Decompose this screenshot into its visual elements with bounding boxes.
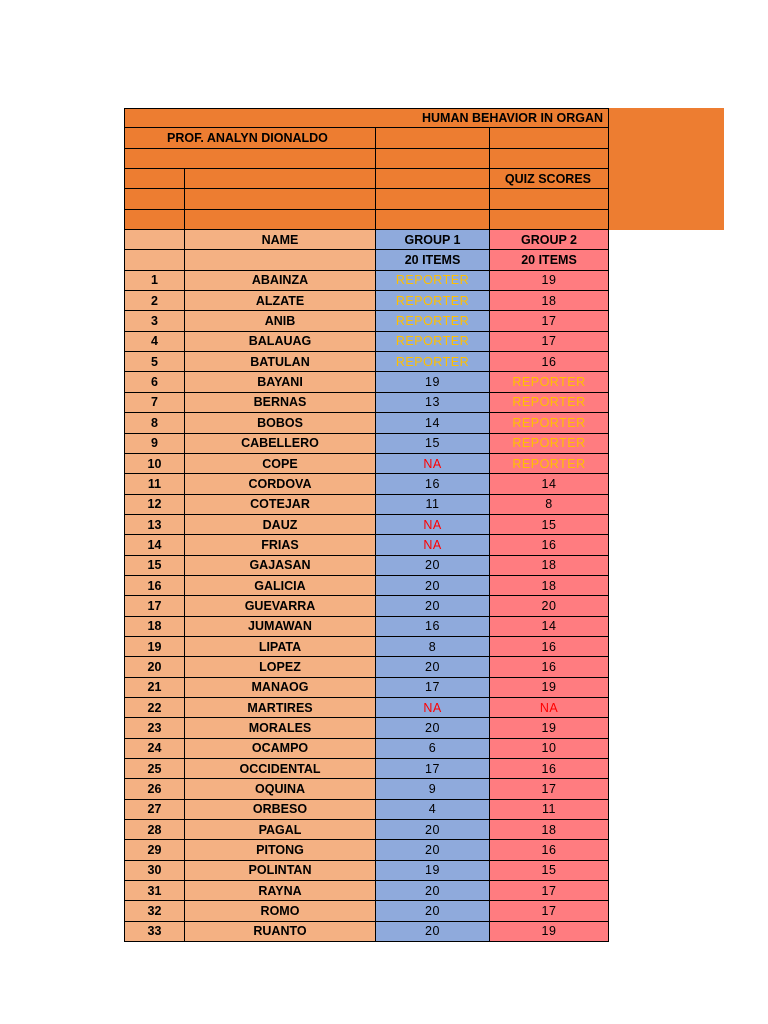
student-name: PITONG [185,840,376,860]
group1-score: NA [376,535,490,555]
group1-items: 20 ITEMS [376,250,490,270]
student-name: PAGAL [185,820,376,840]
table-row [124,352,609,372]
group1-score: 14 [376,413,490,433]
group2-score: 8 [490,495,609,515]
professor-row [124,128,609,148]
group2-items: 20 ITEMS [490,250,609,270]
group1-score: 17 [376,759,490,779]
student-number: 16 [124,576,185,596]
group2-score: REPORTER [490,413,609,433]
group1-score: 20 [376,596,490,616]
title-cell [124,108,609,128]
group2-score: 17 [490,901,609,921]
student-name: GALICIA [185,576,376,596]
student-number: 25 [124,759,185,779]
group1-score: 6 [376,739,490,759]
empty-cell [124,210,185,230]
student-name: CORDOVA [185,474,376,494]
student-name: ABAINZA [185,271,376,291]
empty-cell [490,189,609,209]
empty-cell [376,149,490,169]
group2-score: 19 [490,271,609,291]
group1-score: 9 [376,779,490,799]
group2-score: 17 [490,779,609,799]
group1-score: NA [376,454,490,474]
student-number: 19 [124,637,185,657]
student-name: ROMO [185,901,376,921]
blank-row [124,189,609,209]
empty-cell [124,250,185,270]
group1-score: 20 [376,556,490,576]
blank-row [124,149,609,169]
student-name: JUMAWAN [185,617,376,637]
table-row [124,515,609,535]
group1-score: 16 [376,474,490,494]
student-number: 24 [124,739,185,759]
table-row [124,840,609,860]
quiz-score-sheet [124,108,609,942]
group2-score: 16 [490,759,609,779]
table-row [124,759,609,779]
student-number: 15 [124,556,185,576]
group1-score: NA [376,698,490,718]
table-row [124,881,609,901]
student-number: 23 [124,718,185,738]
student-name: OQUINA [185,779,376,799]
table-row [124,861,609,881]
student-name: CABELLERO [185,434,376,454]
table-row [124,718,609,738]
table-row [124,657,609,677]
group1-score: 4 [376,800,490,820]
student-name: ANIB [185,311,376,331]
table-row [124,332,609,352]
empty-cell [376,128,490,148]
student-number: 5 [124,352,185,372]
group1-score: 8 [376,637,490,657]
student-number: 11 [124,474,185,494]
table-row [124,820,609,840]
student-number: 6 [124,372,185,392]
group2-score: 17 [490,332,609,352]
header-fill-overflow [608,108,724,230]
table-row [124,922,609,942]
group2-score: 11 [490,800,609,820]
student-name: LOPEZ [185,657,376,677]
table-row [124,698,609,718]
quiz-label-row [124,169,609,189]
group2-score: 16 [490,535,609,555]
student-rows [124,271,609,942]
group2-score: REPORTER [490,434,609,454]
group1-score: 20 [376,657,490,677]
table-row [124,434,609,454]
group1-score: 11 [376,495,490,515]
student-number: 27 [124,800,185,820]
group2-score: 20 [490,596,609,616]
group1-score: 20 [376,576,490,596]
table-row [124,678,609,698]
student-name: BOBOS [185,413,376,433]
group1-score: 20 [376,922,490,942]
group1-score: REPORTER [376,332,490,352]
table-row [124,779,609,799]
student-name: BERNAS [185,393,376,413]
table-row [124,474,609,494]
student-number: 17 [124,596,185,616]
student-name: OCAMPO [185,739,376,759]
table-row [124,535,609,555]
student-number: 31 [124,881,185,901]
group2-score: 15 [490,515,609,535]
student-number: 10 [124,454,185,474]
table-row [124,576,609,596]
quiz-scores-label: QUIZ SCORES [490,169,609,189]
empty-cell [124,230,185,250]
group2-score: 18 [490,291,609,311]
student-name: BATULAN [185,352,376,372]
group2-score: 19 [490,678,609,698]
blank-row [124,210,609,230]
group1-score: 15 [376,434,490,454]
student-name: MARTIRES [185,698,376,718]
group1-score: 13 [376,393,490,413]
empty-cell [376,189,490,209]
student-number: 18 [124,617,185,637]
student-number: 8 [124,413,185,433]
group2-score: NA [490,698,609,718]
table-row [124,617,609,637]
group1-score: 20 [376,901,490,921]
table-row [124,454,609,474]
empty-cell [376,210,490,230]
group1-score: REPORTER [376,271,490,291]
table-row [124,271,609,291]
group1-score: REPORTER [376,311,490,331]
student-name: MORALES [185,718,376,738]
student-number: 1 [124,271,185,291]
group2-score: 18 [490,820,609,840]
group1-score: 16 [376,617,490,637]
student-name: COPE [185,454,376,474]
group2-score: 17 [490,881,609,901]
student-name: RUANTO [185,922,376,942]
table-row [124,637,609,657]
student-number: 29 [124,840,185,860]
group2-score: 16 [490,840,609,860]
student-number: 21 [124,678,185,698]
group2-score: 14 [490,474,609,494]
table-row [124,739,609,759]
student-name: BALAUAG [185,332,376,352]
student-number: 4 [124,332,185,352]
student-name: BAYANI [185,372,376,392]
group2-score: 19 [490,718,609,738]
group2-header: GROUP 2 [490,230,609,250]
student-number: 20 [124,657,185,677]
student-number: 30 [124,861,185,881]
group1-score: 19 [376,372,490,392]
group2-score: 18 [490,576,609,596]
group1-score: REPORTER [376,291,490,311]
student-name: DAUZ [185,515,376,535]
student-number: 28 [124,820,185,840]
empty-cell [124,149,376,169]
group2-score: 17 [490,311,609,331]
professor-name: PROF. ANALYN DIONALDO [124,128,376,148]
group1-score: 20 [376,840,490,860]
group1-score: 20 [376,718,490,738]
student-name: GAJASAN [185,556,376,576]
student-name: ALZATE [185,291,376,311]
group1-score: 19 [376,861,490,881]
table-row [124,901,609,921]
group2-score: REPORTER [490,393,609,413]
group1-score: 17 [376,678,490,698]
title-row [124,108,609,128]
empty-cell [185,210,376,230]
table-row [124,413,609,433]
group2-score: 16 [490,637,609,657]
empty-cell [185,189,376,209]
student-number: 22 [124,698,185,718]
group2-score: 14 [490,617,609,637]
student-name: ORBESO [185,800,376,820]
group1-header: GROUP 1 [376,230,490,250]
student-name: RAYNA [185,881,376,901]
group2-score: REPORTER [490,454,609,474]
table-row [124,495,609,515]
table-row [124,291,609,311]
empty-cell [490,128,609,148]
student-name: COTEJAR [185,495,376,515]
group2-score: 15 [490,861,609,881]
student-number: 2 [124,291,185,311]
empty-cell [490,149,609,169]
table-row [124,556,609,576]
group2-score: 16 [490,352,609,372]
table-row [124,800,609,820]
group2-score: 19 [490,922,609,942]
student-number: 32 [124,901,185,921]
group1-score: NA [376,515,490,535]
student-name: OCCIDENTAL [185,759,376,779]
student-number: 3 [124,311,185,331]
student-name: LIPATA [185,637,376,657]
student-number: 14 [124,535,185,555]
table-row [124,596,609,616]
course-title: HUMAN BEHAVIOR IN ORGAN [422,111,604,126]
table-row [124,311,609,331]
student-name: GUEVARRA [185,596,376,616]
empty-cell [124,189,185,209]
empty-cell [490,210,609,230]
student-name: MANAOG [185,678,376,698]
student-number: 12 [124,495,185,515]
empty-cell [185,169,376,189]
table-row [124,393,609,413]
student-number: 33 [124,922,185,942]
empty-cell [124,169,185,189]
name-header: NAME [185,230,376,250]
group2-score: REPORTER [490,372,609,392]
student-number: 26 [124,779,185,799]
student-number: 7 [124,393,185,413]
group1-score: REPORTER [376,352,490,372]
student-number: 13 [124,515,185,535]
items-row [124,250,609,270]
table-row [124,372,609,392]
student-number: 9 [124,434,185,454]
group1-score: 20 [376,881,490,901]
column-header-row [124,230,609,250]
group1-score: 20 [376,820,490,840]
student-name: FRIAS [185,535,376,555]
group2-score: 16 [490,657,609,677]
empty-cell [376,169,490,189]
group2-score: 18 [490,556,609,576]
student-name: POLINTAN [185,861,376,881]
empty-cell [185,250,376,270]
group2-score: 10 [490,739,609,759]
